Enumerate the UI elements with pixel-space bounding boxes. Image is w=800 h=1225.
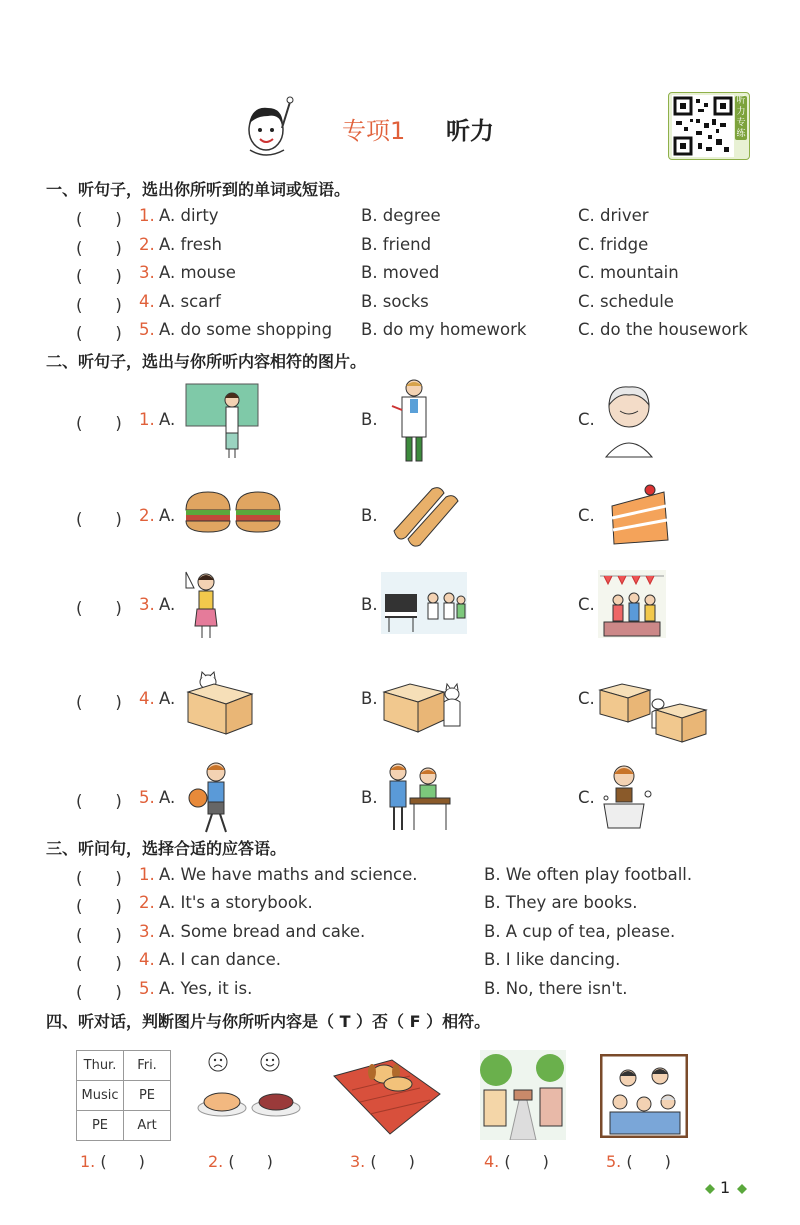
s2-paren-2[interactable]: ( ) [76, 510, 122, 529]
s2-paren-4[interactable]: ( ) [76, 693, 122, 712]
section4-title: 四、听对话，判断图片与你所听内容是（ T ）否（ F ）相符。 [46, 1012, 491, 1031]
s1-opt-1a: A. dirty [159, 206, 219, 225]
s2-opt-5a: A. [159, 788, 176, 807]
s1-opt-3a: A. mouse [159, 263, 236, 282]
s4-blank-4[interactable]: ( ) [504, 1152, 549, 1171]
boy-pointing-icon [238, 92, 298, 162]
cat-beside-box-icon[interactable] [382, 680, 464, 736]
s3-num-5: 5. [139, 979, 155, 998]
table-cell: Fri. [124, 1051, 171, 1081]
s2-opt-3b: B. [361, 595, 378, 614]
diamond-right-icon [736, 1183, 748, 1195]
table-row [77, 1081, 171, 1111]
s1-opt-2c: C. fridge [578, 235, 649, 254]
s3-num-3: 3. [139, 922, 155, 941]
s4-answer-2[interactable] [208, 1149, 273, 1172]
section3-title: 三、听问句，选择合适的应答语。 [46, 839, 287, 858]
s3-opt-3a: A. Some bread and cake. [159, 922, 366, 941]
s1-num-5: 5. [139, 320, 155, 339]
topic-label: 专项1 [342, 117, 406, 145]
s3-opt-1a: A. We have maths and science. [159, 865, 418, 884]
teacher-blackboard-icon[interactable] [184, 380, 264, 460]
s1-opt-5c: C. do the housework [578, 320, 748, 339]
s1-opt-4b: B. socks [361, 292, 429, 311]
s4-answer-5[interactable] [606, 1149, 671, 1172]
s3-paren-5[interactable]: ( ) [76, 983, 122, 1002]
s1-paren-4[interactable]: ( ) [76, 296, 122, 315]
s1-opt-5a: A. do some shopping [159, 320, 333, 339]
s4-num-1: 1. [80, 1152, 96, 1171]
s3-opt-5b: B. No, there isn't. [484, 979, 628, 998]
table-cell: Thur. [77, 1051, 124, 1081]
s2-paren-3[interactable]: ( ) [76, 599, 122, 618]
girl-drawing-icon[interactable] [184, 568, 224, 640]
s4-answer-3[interactable] [350, 1149, 415, 1172]
party-icon[interactable] [598, 570, 666, 638]
s3-num-1: 1. [139, 865, 155, 884]
s2-opt-2a: A. [159, 506, 176, 525]
s1-num-2: 2. [139, 235, 155, 254]
s4-num-4: 4. [484, 1152, 500, 1171]
s2-paren-1[interactable]: ( ) [76, 414, 122, 433]
piano-room-icon[interactable] [381, 572, 467, 634]
diamond-left-icon [704, 1183, 716, 1195]
s3-paren-3[interactable]: ( ) [76, 926, 122, 945]
s3-paren-2[interactable]: ( ) [76, 897, 122, 916]
s1-paren-5[interactable]: ( ) [76, 324, 122, 343]
s1-opt-2a: A. fresh [159, 235, 222, 254]
s3-opt-4a: A. I can dance. [159, 950, 281, 969]
table-cell: Art [124, 1111, 171, 1141]
s2-opt-5c: C. [578, 788, 595, 807]
qr-side-label: 听力专练 [736, 96, 746, 139]
s2-opt-3a: A. [159, 595, 176, 614]
s2-opt-3c: C. [578, 595, 595, 614]
s3-opt-1b: B. We often play football. [484, 865, 693, 884]
table-row [77, 1051, 171, 1081]
s2-opt-1a: A. [159, 410, 176, 429]
boys-homework-icon[interactable] [382, 760, 452, 832]
s3-paren-1[interactable]: ( ) [76, 869, 122, 888]
s4-blank-1[interactable]: ( ) [100, 1152, 145, 1171]
s1-num-4: 4. [139, 292, 155, 311]
page-number: 1 [720, 1178, 731, 1197]
s4-num-2: 2. [208, 1152, 224, 1171]
s4-blank-5[interactable]: ( ) [626, 1152, 671, 1171]
s3-opt-2a: A. It's a storybook. [159, 893, 313, 912]
s1-num-1: 1. [139, 206, 155, 225]
s3-num-4: 4. [139, 950, 155, 969]
s1-num-3: 3. [139, 263, 155, 282]
s2-paren-5[interactable]: ( ) [76, 792, 122, 811]
topic-name: 听力 [446, 117, 494, 145]
s2-opt-1b: B. [361, 410, 378, 429]
doctor-icon[interactable] [384, 376, 444, 466]
s4-blank-2[interactable]: ( ) [228, 1152, 273, 1171]
s2-num-1: 1. [139, 410, 155, 429]
boy-washing-icon[interactable] [598, 760, 658, 832]
boy-basketball-icon[interactable] [184, 760, 244, 836]
section2-title: 二、听句子，选出与你所听内容相符的图片。 [46, 352, 367, 371]
schedule-table [76, 1050, 171, 1141]
s4-num-5: 5. [606, 1152, 622, 1171]
s1-opt-3b: B. moved [361, 263, 440, 282]
cake-icon[interactable] [608, 482, 672, 548]
s1-opt-4c: C. schedule [578, 292, 674, 311]
s4-answer-4[interactable] [484, 1149, 549, 1172]
s2-opt-4a: A. [159, 689, 176, 708]
table-cell: Music [77, 1081, 124, 1111]
s1-opt-4a: A. scarf [159, 292, 221, 311]
s3-opt-5a: A. Yes, it is. [159, 979, 253, 998]
s4-answer-1[interactable] [80, 1149, 145, 1172]
s3-opt-3b: B. A cup of tea, please. [484, 922, 676, 941]
s2-opt-4c: C. [578, 689, 595, 708]
dog-on-roof-icon [332, 1054, 444, 1136]
bread-icon[interactable] [388, 483, 464, 547]
s2-opt-2b: B. [361, 506, 378, 525]
food-faces-icon [196, 1050, 308, 1122]
table-cell: PE [77, 1111, 124, 1141]
qr-code-icon [672, 95, 734, 157]
s2-num-2: 2. [139, 506, 155, 525]
s2-opt-2c: C. [578, 506, 595, 525]
qr-code-box[interactable] [668, 92, 750, 160]
s1-opt-1b: B. degree [361, 206, 441, 225]
s3-opt-2b: B. They are books. [484, 893, 638, 912]
cat-in-box-icon[interactable] [186, 668, 256, 736]
s1-opt-3c: C. mountain [578, 263, 679, 282]
section1-title: 一、听句子，选出你所听到的单词或短语。 [46, 180, 351, 199]
s1-opt-5b: B. do my homework [361, 320, 527, 339]
s2-opt-4b: B. [361, 689, 378, 708]
s1-opt-1c: C. driver [578, 206, 649, 225]
s1-opt-2b: B. friend [361, 235, 432, 254]
street-icon [480, 1050, 566, 1140]
grandmother-icon[interactable] [600, 383, 658, 459]
table-cell: PE [124, 1081, 171, 1111]
s1-paren-1[interactable]: ( ) [76, 210, 122, 229]
s3-num-2: 2. [139, 893, 155, 912]
s1-paren-2[interactable]: ( ) [76, 239, 122, 258]
s2-opt-5b: B. [361, 788, 378, 807]
s2-num-3: 3. [139, 595, 155, 614]
s2-num-5: 5. [139, 788, 155, 807]
cat-between-boxes-icon[interactable] [598, 680, 710, 746]
s2-opt-1c: C. [578, 410, 595, 429]
s4-num-3: 3. [350, 1152, 366, 1171]
s2-num-4: 4. [139, 689, 155, 708]
s3-paren-4[interactable]: ( ) [76, 954, 122, 973]
s4-blank-3[interactable]: ( ) [370, 1152, 415, 1171]
s3-opt-4b: B. I like dancing. [484, 950, 621, 969]
s1-paren-3[interactable]: ( ) [76, 267, 122, 286]
table-row [77, 1111, 171, 1141]
hamburgers-icon[interactable] [184, 490, 284, 535]
family-photo-icon [600, 1054, 688, 1138]
